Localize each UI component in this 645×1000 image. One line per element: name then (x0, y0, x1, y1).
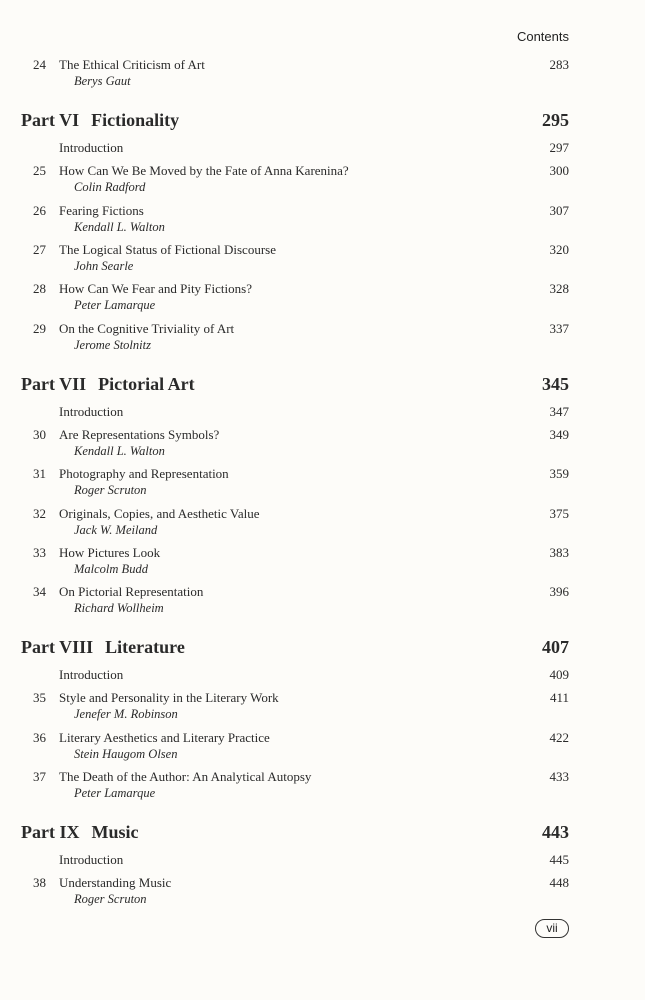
toc-entry[interactable] (0, 769, 645, 803)
part-number: Part IX (21, 822, 80, 842)
part-title (21, 822, 138, 843)
chapter-author: Colin Radford (74, 180, 146, 194)
page-number: 445 (549, 852, 569, 867)
chapter-author: Richard Wollheim (74, 601, 164, 615)
toc-introduction[interactable] (0, 140, 645, 158)
toc-entry[interactable] (0, 466, 645, 500)
page-number: 347 (549, 404, 569, 419)
page-number: 448 (549, 875, 569, 890)
part-name: Pictorial Art (98, 374, 195, 394)
page-number: 283 (549, 57, 569, 72)
part-page-number: 345 (542, 374, 569, 394)
chapter-title: The Death of the Author: An Analytical Autopsy (59, 769, 312, 784)
toc-entry[interactable] (0, 545, 645, 579)
toc-entry[interactable] (0, 506, 645, 540)
chapter-author: Peter Lamarque (74, 298, 156, 312)
chapter-author: Malcolm Budd (74, 562, 148, 576)
chapter-author: Kendall L. Walton (74, 220, 165, 234)
chapter-author: Roger Scruton (74, 483, 147, 497)
toc-entry[interactable] (0, 163, 645, 197)
toc-entry[interactable] (0, 242, 645, 276)
chapter-number: 38 (33, 875, 46, 890)
chapter-number: 34 (33, 584, 46, 599)
toc-entry[interactable] (0, 584, 645, 618)
page-number: 433 (549, 769, 569, 784)
page-number: 422 (549, 730, 569, 745)
chapter-title: How Pictures Look (59, 545, 161, 560)
chapter-number: 37 (33, 769, 46, 784)
page-number: 297 (549, 140, 569, 155)
chapter-number: 31 (33, 466, 46, 481)
page-number: 383 (549, 545, 569, 560)
chapter-title: Originals, Copies, and Aesthetic Value (59, 506, 260, 521)
chapter-number: 28 (33, 281, 46, 296)
chapter-title: Style and Personality in the Literary Work (59, 690, 279, 705)
chapter-title: On the Cognitive Triviality of Art (59, 321, 235, 336)
page-number: 320 (549, 242, 569, 257)
toc-entry[interactable] (0, 57, 645, 91)
chapter-author: Peter Lamarque (74, 786, 156, 800)
page-number: 396 (549, 584, 569, 599)
part-heading[interactable] (0, 637, 645, 661)
chapter-title: On Pictorial Representation (59, 584, 204, 599)
chapter-number: 36 (33, 730, 46, 745)
chapter-author: Jack W. Meiland (74, 523, 158, 537)
toc-entry[interactable] (0, 730, 645, 764)
running-head: Contents (516, 29, 569, 44)
page-number: 328 (549, 281, 569, 296)
page-number: 411 (549, 690, 569, 705)
part-name: Music (91, 822, 139, 842)
toc-entry[interactable] (0, 875, 645, 909)
part-heading[interactable] (0, 822, 645, 846)
chapter-number: 26 (33, 203, 46, 218)
toc-entry[interactable] (0, 203, 645, 237)
chapter-number: 29 (33, 321, 46, 336)
introduction-label: Introduction (59, 852, 124, 867)
chapter-title: Literary Aesthetics and Literary Practice (59, 730, 270, 745)
part-number: Part VIII (21, 637, 94, 657)
part-page-number: 295 (542, 110, 569, 130)
toc-entry[interactable] (0, 321, 645, 355)
chapter-author: Jerome Stolnitz (74, 338, 151, 352)
page-number: 409 (549, 667, 569, 682)
part-heading[interactable] (0, 110, 645, 134)
chapter-author: Roger Scruton (74, 892, 147, 906)
part-title (21, 374, 195, 395)
part-title (21, 637, 185, 658)
introduction-label: Introduction (59, 667, 124, 682)
toc-entry[interactable] (0, 690, 645, 724)
toc-entry[interactable] (0, 281, 645, 315)
chapter-number: 27 (33, 242, 46, 257)
part-number: Part VII (21, 374, 87, 394)
chapter-author: Jenefer M. Robinson (74, 707, 178, 721)
toc-introduction[interactable] (0, 667, 645, 685)
chapter-number: 25 (33, 163, 46, 178)
toc-entry[interactable] (0, 427, 645, 461)
page-number: 300 (549, 163, 569, 178)
chapter-number: 33 (33, 545, 46, 560)
page-number: 359 (549, 466, 569, 481)
introduction-label: Introduction (59, 140, 124, 155)
part-name: Literature (105, 637, 185, 657)
page-number: 349 (549, 427, 569, 442)
chapter-author: Kendall L. Walton (74, 444, 165, 458)
chapter-number: 30 (33, 427, 46, 442)
chapter-number: 24 (33, 57, 46, 72)
chapter-title: How Can We Fear and Pity Fictions? (59, 281, 252, 296)
toc-introduction[interactable] (0, 852, 645, 870)
chapter-title: Photography and Representation (59, 466, 229, 481)
chapter-number: 35 (33, 690, 46, 705)
part-page-number: 443 (542, 822, 569, 842)
chapter-title: The Logical Status of Fictional Discourse (59, 242, 276, 257)
chapter-number: 32 (33, 506, 46, 521)
page-number: 307 (549, 203, 569, 218)
chapter-title: Understanding Music (59, 875, 172, 890)
folio-page-number: vii (535, 919, 569, 938)
part-page-number: 407 (542, 637, 569, 657)
part-name: Fictionality (91, 110, 180, 130)
introduction-label: Introduction (59, 404, 124, 419)
chapter-author: Stein Haugom Olsen (74, 747, 178, 761)
chapter-author: Berys Gaut (74, 74, 131, 88)
chapter-title: Fearing Fictions (59, 203, 144, 218)
chapter-title: The Ethical Criticism of Art (59, 57, 205, 72)
page-number: 337 (549, 321, 569, 336)
chapter-title: How Can We Be Moved by the Fate of Anna Karenina? (59, 163, 349, 178)
part-heading[interactable] (0, 374, 645, 398)
page-number: 375 (549, 506, 569, 521)
part-number: Part VI (21, 110, 80, 130)
chapter-author: John Searle (74, 259, 134, 273)
part-title (21, 110, 179, 131)
toc-introduction[interactable] (0, 404, 645, 422)
chapter-title: Are Representations Symbols? (59, 427, 220, 442)
